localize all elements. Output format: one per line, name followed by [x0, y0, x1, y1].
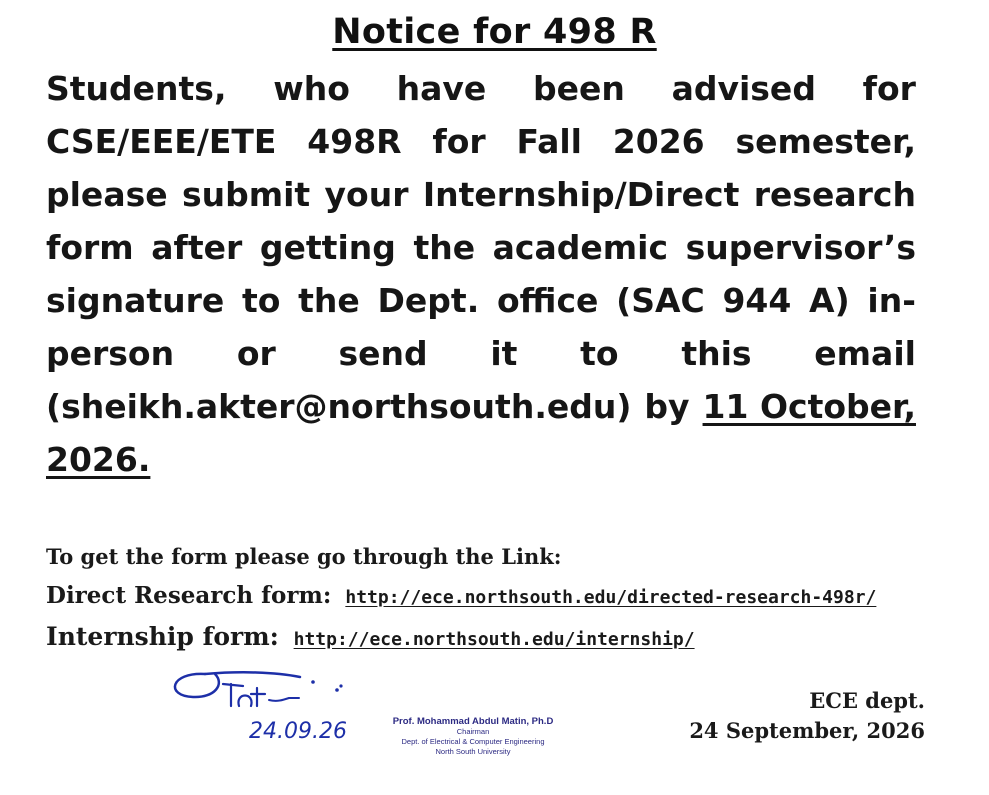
direct-research-row: [46, 582, 876, 609]
notice-body: [46, 62, 916, 486]
handwritten-signature: [165, 654, 365, 749]
notice-line-2: [46, 115, 916, 168]
email-address: (sheikh.akter@northsouth.edu): [46, 387, 632, 426]
word: A): [809, 281, 850, 320]
word: who: [273, 69, 350, 108]
word: person: [46, 334, 175, 373]
internship-row: [46, 622, 695, 651]
notice-line-1: [46, 62, 916, 115]
word: this: [681, 334, 752, 373]
word: after: [151, 228, 243, 267]
word: or: [236, 334, 276, 373]
notice-line-7: [46, 380, 916, 433]
signature-date: 24.09.26: [249, 719, 347, 744]
word: 944: [722, 281, 792, 320]
word: send: [338, 334, 428, 373]
deadline-date: 11 October,: [702, 387, 916, 426]
word: Dept.: [377, 281, 480, 320]
word: Students,: [46, 69, 227, 108]
issuer-dept: ECE dept.: [809, 688, 925, 713]
chairman-stamp: [388, 717, 558, 757]
word: academic: [492, 228, 669, 267]
stamp-university: North South University: [435, 747, 511, 756]
word: email: [814, 334, 916, 373]
notice-line-3: [46, 168, 916, 221]
word: signature: [46, 281, 225, 320]
word: Fall: [516, 122, 582, 161]
word: submit: [181, 175, 311, 214]
word: research: [753, 175, 916, 214]
notice-line-8: [46, 433, 916, 486]
word: to: [241, 281, 281, 320]
form-intro: To get the form please go through the Link:: [46, 544, 562, 569]
word: to: [580, 334, 619, 373]
word: for: [862, 69, 916, 108]
word: supervisor’s: [685, 228, 916, 267]
word: been: [532, 69, 625, 108]
word: the: [413, 228, 476, 267]
word: please: [46, 175, 168, 214]
direct-research-label: Direct Research form:: [46, 582, 332, 609]
notice-title: Notice for 498 R: [332, 12, 657, 52]
word: (SAC: [616, 281, 705, 320]
internship-link[interactable]: http://ece.northsouth.edu/internship/: [293, 629, 695, 650]
word: 2026: [612, 122, 705, 161]
notice-line-4: [46, 221, 916, 274]
notice-line-6: [46, 327, 916, 380]
stamp-dept: Dept. of Electrical & Computer Engineering: [401, 737, 545, 746]
stamp-title: Chairman: [456, 727, 490, 736]
notice-line-5: [46, 274, 916, 327]
word: the: [298, 281, 360, 320]
word: semester,: [735, 122, 916, 161]
issue-date: 24 September, 2026: [689, 718, 925, 743]
internship-label: Internship form:: [46, 622, 279, 651]
word: CSE/EEE/ETE: [46, 122, 277, 161]
word: getting: [259, 228, 396, 267]
word: form: [46, 228, 134, 267]
word: Internship/Direct: [422, 175, 740, 214]
word: by: [644, 387, 690, 426]
deadline-year: 2026.: [46, 440, 151, 479]
word: 498R: [307, 122, 402, 161]
word: have: [396, 69, 487, 108]
direct-research-link[interactable]: http://ece.northsouth.edu/directed-research-498r/: [345, 587, 877, 608]
word: your: [324, 175, 409, 214]
word: office: [496, 281, 599, 320]
stamp-name: Prof. Mohammad Abdul Matin, Ph.D: [392, 716, 554, 727]
word: for: [432, 122, 486, 161]
word: in-: [867, 281, 916, 320]
word: it: [490, 334, 518, 373]
word: advised: [671, 69, 816, 108]
